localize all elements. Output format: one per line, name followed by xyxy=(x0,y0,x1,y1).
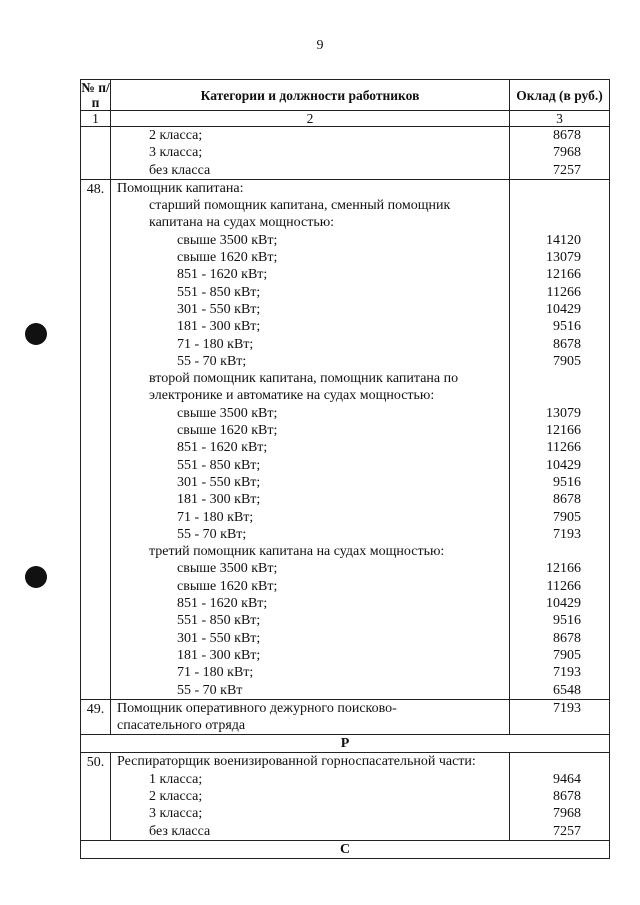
salary-value xyxy=(510,387,609,404)
category-line: свыше 3500 кВт; xyxy=(177,232,278,248)
salary-value: 6548 xyxy=(553,682,581,698)
category-line: электронике и автоматике на судах мощностью: xyxy=(149,388,435,404)
salary-value: 12166 xyxy=(546,267,581,283)
salary-value xyxy=(510,197,609,214)
salary-value: 11266 xyxy=(546,578,581,594)
salary-value: 9516 xyxy=(553,474,581,490)
salary-cell xyxy=(510,753,610,840)
category-line: второй помощник капитана, помощник капитана по xyxy=(149,371,459,387)
header-number: № п/п xyxy=(81,80,110,110)
category-line: 181 - 300 кВт; xyxy=(177,647,261,663)
category-line: 551 - 850 кВт; xyxy=(177,613,261,629)
category-line: свыше 3500 кВт; xyxy=(177,405,278,421)
salary-value: 9516 xyxy=(553,613,581,629)
salary-value xyxy=(510,370,609,387)
category-line: 301 - 550 кВт; xyxy=(177,630,261,646)
salary-value xyxy=(510,717,609,734)
table-row xyxy=(81,179,610,699)
category-line: 551 - 850 кВт; xyxy=(177,284,261,300)
category-line: Помощник капитана: xyxy=(117,180,244,196)
header-index: 1 xyxy=(81,111,111,127)
category-line: 71 - 180 кВт; xyxy=(177,336,254,352)
category-line: 3 класса; xyxy=(149,145,203,161)
category-line: 851 - 1620 кВт; xyxy=(177,596,268,612)
salary-value: 14120 xyxy=(546,232,581,248)
category-line: 71 - 180 кВт; xyxy=(177,665,254,681)
salary-value xyxy=(510,753,609,770)
category-cell xyxy=(111,179,510,699)
category-line: Помощник оперативного дежурного поисково- xyxy=(117,700,397,716)
header-category: Категории и должности работников xyxy=(111,80,510,111)
salary-value: 8678 xyxy=(553,336,581,352)
category-cell xyxy=(111,753,510,840)
salary-value: 11266 xyxy=(546,440,581,456)
salary-cell xyxy=(510,699,610,735)
category-line: 181 - 300 кВт; xyxy=(177,319,261,335)
punch-hole xyxy=(25,566,47,588)
salary-value: 12166 xyxy=(546,561,581,577)
salary-cell xyxy=(510,179,610,699)
salary-value: 9464 xyxy=(553,771,581,787)
category-cell xyxy=(111,699,510,735)
salary-value: 13079 xyxy=(546,250,581,266)
category-line: без класса xyxy=(149,162,211,178)
category-line: 2 класса; xyxy=(149,128,203,143)
salary-value: 7193 xyxy=(553,526,581,542)
punch-hole xyxy=(25,323,47,345)
category-line: без класса xyxy=(149,823,211,839)
salary-value: 10429 xyxy=(546,596,581,612)
category-line: спасательного отряда xyxy=(117,718,246,734)
category-line: 55 - 70 кВт; xyxy=(177,526,247,542)
category-line: старший помощник капитана, сменный помощник xyxy=(149,198,451,214)
row-number: 49. xyxy=(81,699,111,735)
salary-value: 7968 xyxy=(553,145,581,161)
table-row xyxy=(81,753,610,840)
category-line: Респираторщик военизированной горноспасательной части: xyxy=(117,754,476,770)
table-body xyxy=(81,127,610,859)
salary-value: 7905 xyxy=(553,647,581,663)
salary-value: 7257 xyxy=(553,162,581,178)
salary-value: 12166 xyxy=(546,423,581,439)
salary-table xyxy=(80,79,610,859)
salary-value: 7968 xyxy=(553,806,581,822)
category-line: свыше 1620 кВт; xyxy=(177,423,278,439)
section-letter: С xyxy=(81,840,610,858)
category-line: 181 - 300 кВт; xyxy=(177,492,261,508)
salary-value xyxy=(510,214,609,231)
header-salary: Оклад (в руб.) xyxy=(510,80,610,111)
salary-value: 10429 xyxy=(546,301,581,317)
category-cell xyxy=(111,127,510,180)
section-letter: Р xyxy=(81,735,610,753)
page-number: 9 xyxy=(316,38,324,53)
category-line: капитана на судах мощностью: xyxy=(149,215,335,231)
category-line: 55 - 70 кВт; xyxy=(177,353,247,369)
salary-value: 7905 xyxy=(553,509,581,525)
salary-value: 11266 xyxy=(546,284,581,300)
category-line: 71 - 180 кВт; xyxy=(177,509,254,525)
table-row xyxy=(81,699,610,735)
salary-value: 8678 xyxy=(553,128,581,143)
category-line: 851 - 1620 кВт; xyxy=(177,267,268,283)
salary-value: 7257 xyxy=(553,823,581,839)
row-number: 48. xyxy=(81,179,111,699)
category-line: 551 - 850 кВт; xyxy=(177,457,261,473)
row-number xyxy=(81,127,111,180)
section-letter-row xyxy=(81,735,610,753)
salary-value: 9516 xyxy=(553,319,581,335)
category-line: свыше 1620 кВт; xyxy=(177,250,278,266)
row-number: 50. xyxy=(81,753,111,840)
category-line: 851 - 1620 кВт; xyxy=(177,440,268,456)
salary-value: 10429 xyxy=(546,457,581,473)
category-line: 301 - 550 кВт; xyxy=(177,474,261,490)
header-index: 2 xyxy=(111,111,510,127)
salary-value: 8678 xyxy=(553,630,581,646)
salary-value: 7193 xyxy=(553,700,581,716)
salary-value xyxy=(510,180,609,197)
salary-value: 7905 xyxy=(553,353,581,369)
category-line: 2 класса; xyxy=(149,788,203,804)
category-line: свыше 3500 кВт; xyxy=(177,561,278,577)
category-line: свыше 1620 кВт; xyxy=(177,578,278,594)
category-line: 55 - 70 кВт xyxy=(177,682,243,698)
salary-value xyxy=(510,543,609,560)
section-letter-row xyxy=(81,840,610,858)
table-row xyxy=(81,127,610,180)
category-line: 3 класса; xyxy=(149,806,203,822)
salary-value: 7193 xyxy=(553,665,581,681)
salary-value: 8678 xyxy=(553,492,581,508)
category-line: 1 класса; xyxy=(149,771,203,787)
category-line: 301 - 550 кВт; xyxy=(177,301,261,317)
salary-value: 13079 xyxy=(546,405,581,421)
salary-cell xyxy=(510,127,610,180)
category-line: третий помощник капитана на судах мощностью: xyxy=(149,544,445,560)
salary-value: 8678 xyxy=(553,788,581,804)
header-index: 3 xyxy=(510,111,610,127)
